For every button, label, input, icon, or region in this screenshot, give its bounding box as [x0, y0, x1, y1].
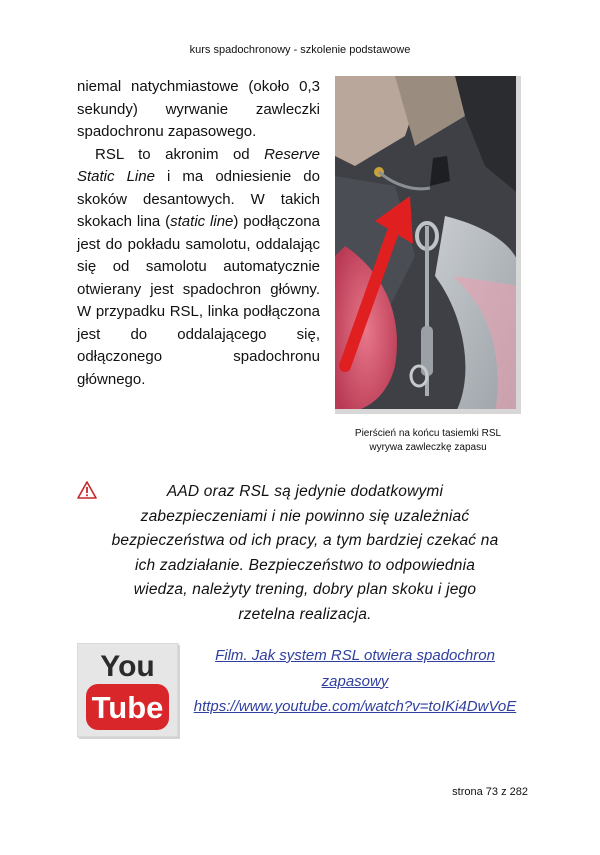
video-link-block — [190, 643, 520, 720]
term-reserve-static-line: Reserve Static Line — [77, 145, 320, 185]
warning-triangle-icon — [77, 481, 97, 499]
youtube-logo-you: You — [100, 650, 155, 683]
video-url-link[interactable]: https://www.youtube.com/watch?v=toIKi4DwVoE — [193, 698, 517, 715]
warning-text: AAD oraz RSL są jedynie dodatkowymi zabezpieczeniami i nie powinno się uzależniać bezpieczeństwa od ich pracy, a tym bardziej czekać na ich zadziałanie. Bezpieczeństwo to odpowiednia wiedza, należyty trening, dobry plan skoku i jego rzetelna realizacja. — [111, 483, 499, 623]
paragraph-2: RSL to akronim od Reserve Static Line i ma odniesienie do skoków desantowych. W takich skokach lina (static line) podłączona jest do pokładu samolotu, oddalając się od samolotu automatycznie otwierany jest spadochron główny. W przypadku RSL, linka podłączona jest do oddalającego się, odłączonego spadochronu głównego. — [77, 145, 320, 388]
video-title-link-cont[interactable]: zapasowy — [321, 672, 389, 690]
page-header: kurs spadochronowy - szkolenie podstawowe — [189, 44, 411, 56]
body-text — [77, 76, 320, 391]
paragraph-1: niemal natychmiastowe (około 0,3 sekundy) wyrwanie zawleczki spadochronu zapasowego. — [77, 78, 320, 140]
youtube-logo[interactable] — [77, 643, 182, 741]
page-number: strona 73 z 282 — [452, 786, 528, 798]
youtube-logo-tube: Tube — [91, 690, 164, 725]
video-title-link[interactable]: Film. Jak system RSL otwiera spadochron — [215, 647, 495, 664]
photo-caption: Pierścień na końcu tasiemki RSL wyrywa zawleczkę zapasu — [354, 428, 502, 453]
rsl-photo — [335, 76, 521, 414]
term-static-line: static line — [170, 213, 234, 230]
